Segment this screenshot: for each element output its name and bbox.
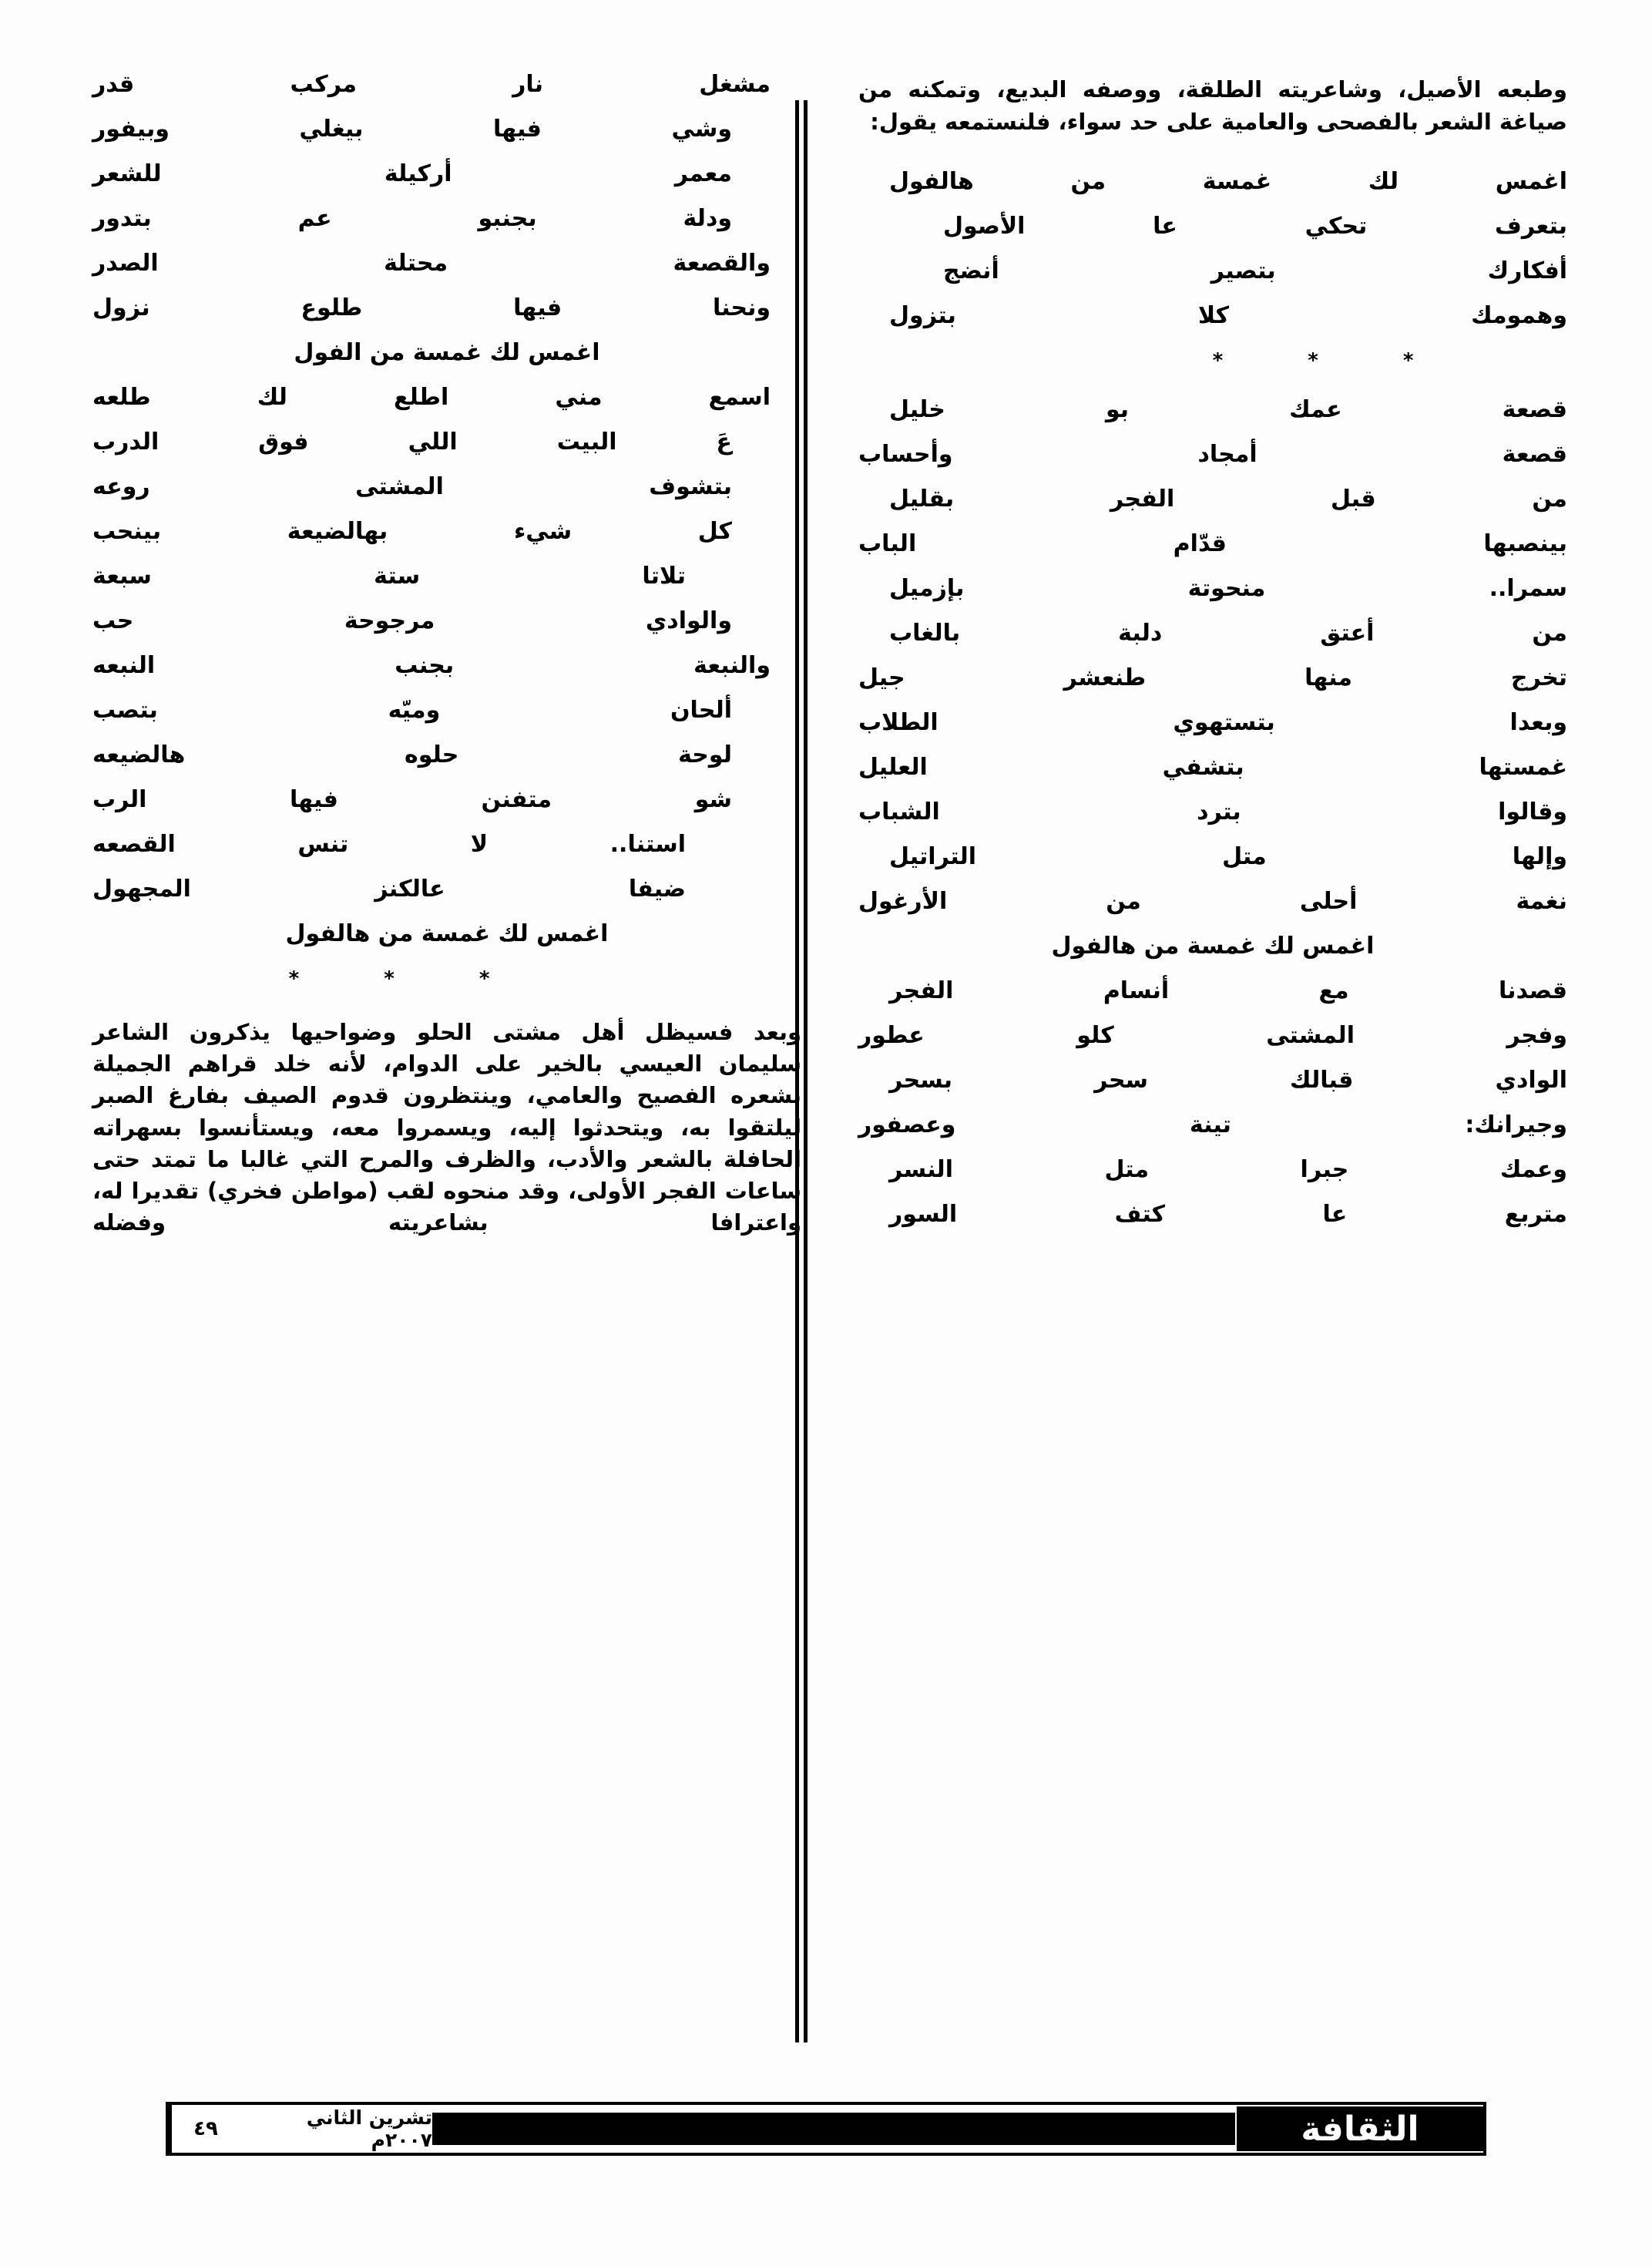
magazine-logo: الثقافة [1237, 2106, 1483, 2151]
verse-word: تينة [1189, 1111, 1231, 1139]
verse-line [92, 73, 801, 96]
verse-word: بتستهوي [1173, 709, 1275, 737]
verse-word: لك [1368, 168, 1398, 196]
verse-line [858, 1201, 1567, 1229]
verse-word: وهمومك [1471, 302, 1567, 330]
star-glyph: * [1308, 349, 1318, 373]
verse-word: قصدنا [1498, 977, 1567, 1005]
verse-word: الصدر [92, 250, 159, 277]
verse-word: متل [1222, 843, 1267, 871]
verse-word: روعه [92, 473, 150, 500]
verse-word: من [1532, 620, 1567, 647]
verse-line [92, 607, 801, 634]
page-footer [166, 2102, 1486, 2156]
verse-word: وعمك [1499, 1156, 1567, 1184]
verse-word: مرجوحة [344, 607, 435, 634]
verse-line [858, 622, 1567, 645]
verse-word: متربع [1504, 1201, 1567, 1229]
verse-word: طنعشر [1063, 664, 1147, 692]
verse-word: هالفول [889, 168, 974, 196]
star-glyph: * [288, 967, 300, 990]
verse-word: نزول [92, 294, 150, 321]
verse-line [858, 1069, 1567, 1092]
verse-word: بإزميل [889, 575, 965, 603]
verse-word: ستة [374, 563, 421, 590]
verse-word: فيها [513, 294, 562, 321]
verse-word: الأرغول [858, 888, 948, 916]
verse-word: البيت [556, 429, 617, 456]
verse-line [92, 431, 801, 454]
verse-line [858, 575, 1567, 603]
verse-word: لا [470, 831, 489, 858]
verse-word: بيغلي [299, 116, 364, 143]
verse-line [858, 798, 1567, 826]
verse-word: وقالوا [1498, 798, 1567, 826]
verse-word: السور [889, 1201, 958, 1229]
verse-word: كتف [1114, 1201, 1166, 1229]
verse-line [858, 843, 1567, 871]
verse-line [858, 257, 1567, 285]
verse-line [858, 488, 1567, 511]
verse-word: استنا.. [609, 831, 686, 858]
verse-word: من [1070, 168, 1106, 196]
verse-word: بهالضيعة [287, 518, 388, 545]
verse-line-refrain: اغمس لك غمسة من هالفول [285, 920, 609, 947]
verse-word: المشتى [1266, 1022, 1355, 1050]
verse-word: متفنن [481, 786, 552, 813]
verse-word: أنسام [1103, 977, 1170, 1005]
verse-line [92, 741, 801, 768]
star-glyph: * [384, 967, 395, 990]
verse-word: وجيرانك: [1465, 1111, 1567, 1139]
verse-word: كلو [1076, 1022, 1114, 1050]
verse-word: طلعه [92, 384, 151, 411]
verse-word: متل [1104, 1156, 1150, 1184]
verse-line [858, 441, 1567, 469]
verse-word: فيها [492, 116, 542, 143]
verse-word: ودلة [683, 205, 732, 232]
verse-line [858, 711, 1567, 735]
verse-word: سمرا.. [1489, 575, 1567, 603]
verse-word: تخرج [1510, 664, 1567, 692]
verse-line [858, 215, 1567, 238]
verse-word: عمك [1289, 396, 1342, 424]
verse-word: سحر [1094, 1067, 1148, 1094]
verse-word: حلوه [405, 741, 459, 768]
verse-word: المشتى [355, 473, 444, 500]
verse-word: دلبة [1118, 620, 1163, 647]
verse-word: وبيفور [92, 116, 170, 143]
verse-word: الطلاب [858, 709, 938, 737]
verse-line [92, 118, 801, 141]
verse-word: جيل [858, 664, 905, 692]
verse-word: تحكي [1304, 213, 1368, 240]
verse-word: غمسة [1202, 168, 1272, 196]
verse-word: عَ [716, 429, 732, 456]
verse-word: الشباب [858, 798, 940, 826]
verse-word: بتشفي [1162, 754, 1244, 782]
issue-date: تشرين الثاني ٢٠٠٧م [306, 2106, 432, 2151]
verse-word: أفكارك [1487, 257, 1567, 285]
verse-word: العليل [858, 754, 928, 782]
body-columns [92, 73, 1567, 2050]
verse-word: اطلع [394, 384, 449, 411]
verse-word: بتدور [92, 205, 152, 232]
verse-word: وعصفور [858, 1111, 956, 1139]
verse-word: طلوع [301, 294, 363, 321]
verse-word: خليل [889, 396, 945, 424]
verse-word: والوادي [645, 607, 732, 634]
verse-word: النسر [889, 1156, 953, 1184]
verse-word: كلا [1197, 302, 1230, 330]
verse-word: بقليل [889, 486, 955, 513]
verse-line [92, 207, 801, 230]
verse-group-left-1 [92, 73, 801, 946]
verse-word: لك [257, 384, 287, 411]
verse-word: وإلها [1512, 843, 1567, 871]
verse-word: نار [512, 71, 543, 98]
verse-line [92, 788, 801, 812]
verse-word: مع [1318, 977, 1349, 1005]
intro-paragraph: وطبعه الأصيل، وشاعريته الطلقة، ووصفه البديع، وتمكنه من صياغة الشعر بالفصحى والعامية على حد سواء، فلنستمعه يقول: [858, 76, 1567, 136]
verse-word: بو [1105, 396, 1130, 424]
verse-word: من [1532, 486, 1567, 513]
verse-word: عا [1322, 1201, 1348, 1229]
verse-word: المجهول [92, 876, 191, 903]
verse-word: جبرا [1300, 1156, 1349, 1184]
verse-word: أمجاد [1197, 441, 1257, 469]
closing-paragraph: وبعد فسيظل أهل مشتى الحلو وضواحيها يذكرون الشاعر سليمان العيسي بالخير على الدوام، لأنه خلد قراهم الجميلة بشعره الفصيح والعامي، وينتظرون قدوم الصيف بفارغ الصبر ليلتقوا به، ويتحدثوا إليه، ويسمروا معه، ويستأنسوا بسهراته الحافلة بالشعر والأدب، والظرف والمرح التي غالبا ما تمتد حتى ساعات الفجر الأولى، وقد منحوه لقب (مواطن فخري) تقديرا له، واعترافا بشاعريته وفضله [92, 1019, 801, 1236]
verse-line [92, 520, 801, 543]
verse-line [858, 398, 1567, 422]
verse-line [92, 252, 801, 275]
verse-word: وبعدا [1509, 709, 1567, 737]
verse-word: حب [92, 607, 134, 634]
verse-word: بالغاب [889, 620, 961, 647]
verse-line [92, 473, 801, 500]
verse-word: لوحة [678, 741, 732, 768]
verse-line-refrain: اغمس لك غمسة من هالفول [1051, 933, 1375, 960]
verse-word: بتشوف [649, 473, 732, 500]
verse-word: الرب [92, 786, 147, 813]
verse-word: وميّه [388, 697, 441, 724]
verse-word: تلاتا [642, 563, 686, 590]
verse-word: التراتيل [889, 843, 977, 871]
verse-word: عم [297, 205, 332, 232]
verse-word: اسمع [708, 384, 771, 411]
verse-word: مشغل [699, 71, 771, 98]
verse-line [858, 1111, 1567, 1139]
verse-word: عطور [858, 1022, 925, 1050]
verse-word: منها [1304, 664, 1352, 692]
verse-word: بجنبو [478, 205, 537, 232]
footer-rule [432, 2113, 1235, 2145]
verse-line [92, 878, 801, 901]
verse-line [858, 754, 1567, 782]
verse-word: أنضج [943, 257, 999, 285]
verse-word: هالضيعه [92, 741, 186, 768]
verse-word: مني [555, 384, 603, 411]
verse-word: تنس [297, 831, 349, 858]
verse-word: الوادي [1495, 1067, 1567, 1094]
verse-word: اللي [408, 429, 458, 456]
verse-word: الدرب [92, 429, 159, 456]
verse-word: القصعه [92, 831, 176, 858]
verse-word: وشي [671, 116, 732, 143]
verse-line [92, 833, 801, 856]
star-glyph: * [1402, 349, 1414, 373]
verse-word: قصعة [1502, 396, 1567, 424]
verse-word: كل [697, 518, 732, 545]
verse-word: قبل [1331, 486, 1376, 513]
verse-line-refrain: اغمس لك غمسة من الفول [294, 339, 600, 366]
verse-word: قدّام [1173, 530, 1227, 558]
verse-word: والقصعة [673, 250, 771, 277]
verse-line [858, 664, 1567, 692]
verse-word: غمستها [1479, 754, 1567, 782]
verse-word: معمر [674, 160, 732, 187]
verse-word: بتصب [92, 697, 158, 724]
star-glyph: * [478, 967, 490, 990]
section-separator-stars [92, 967, 801, 990]
verse-word: الباب [858, 530, 917, 558]
verse-word: بتزول [889, 302, 956, 330]
verse-line [92, 654, 801, 677]
verse-word: بجنب [395, 652, 455, 679]
verse-word: بسحر [889, 1067, 953, 1094]
verse-word: نغمة [1516, 888, 1567, 916]
verse-word: أعتق [1320, 620, 1375, 647]
verse-word: وفجر [1506, 1022, 1567, 1050]
verse-word: والنبعة [693, 652, 771, 679]
verse-word: للشعر [92, 160, 162, 187]
verse-word: الفجر [889, 977, 954, 1005]
verse-word: منحوتة [1187, 575, 1266, 603]
verse-word: مركب [290, 71, 357, 98]
verse-word: بينصبها [1483, 530, 1567, 558]
verse-word: شيء [513, 518, 572, 545]
verse-word: فيها [289, 786, 338, 813]
verse-line [858, 1158, 1567, 1182]
column-right [858, 73, 1567, 2050]
verse-line [92, 565, 801, 588]
verse-word: شو [694, 786, 732, 813]
verse-word: الفجر [1110, 486, 1175, 513]
verse-group-right-2 [858, 396, 1567, 1229]
verse-word: أركيلة [384, 160, 452, 187]
column-left [92, 73, 801, 2050]
verse-word: وأحساب [858, 441, 953, 469]
verse-word: الأصول [943, 213, 1026, 240]
verse-line [92, 699, 801, 722]
verse-word: بتعرف [1495, 213, 1567, 240]
verse-line [858, 304, 1567, 328]
verse-line [858, 977, 1567, 1005]
verse-word: بينحب [92, 518, 162, 545]
verse-word: قدر [92, 71, 135, 98]
verse-word: أحلى [1299, 888, 1358, 916]
verse-line [858, 168, 1567, 196]
verse-word: قبالك [1290, 1067, 1354, 1094]
verse-word: محتلة [384, 250, 448, 277]
verse-line [92, 386, 801, 409]
verse-word: بتصير [1210, 257, 1276, 285]
verse-group-right-1 [858, 170, 1567, 328]
verse-word: النبعه [92, 652, 156, 679]
verse-word: فوق [258, 429, 309, 456]
page-number: ٤٩ [169, 2105, 240, 2153]
verse-line [92, 294, 801, 321]
verse-word: ألحان [670, 697, 732, 724]
verse-word: عالكنز [374, 876, 445, 903]
star-glyph: * [1212, 349, 1224, 373]
section-separator-stars [858, 349, 1567, 372]
verse-word: قصعة [1502, 441, 1567, 469]
verse-word: من [1106, 888, 1141, 916]
verse-line [858, 530, 1567, 558]
verse-word: سبعة [92, 563, 152, 590]
verse-line [92, 160, 801, 187]
verse-line [858, 1022, 1567, 1050]
verse-line [858, 888, 1567, 916]
verse-word: ونحنا [712, 294, 771, 321]
verse-word: ضيفا [628, 876, 686, 903]
verse-word: اغمس [1495, 168, 1567, 196]
verse-word: عا [1153, 213, 1177, 240]
verse-word: بترد [1197, 798, 1241, 826]
